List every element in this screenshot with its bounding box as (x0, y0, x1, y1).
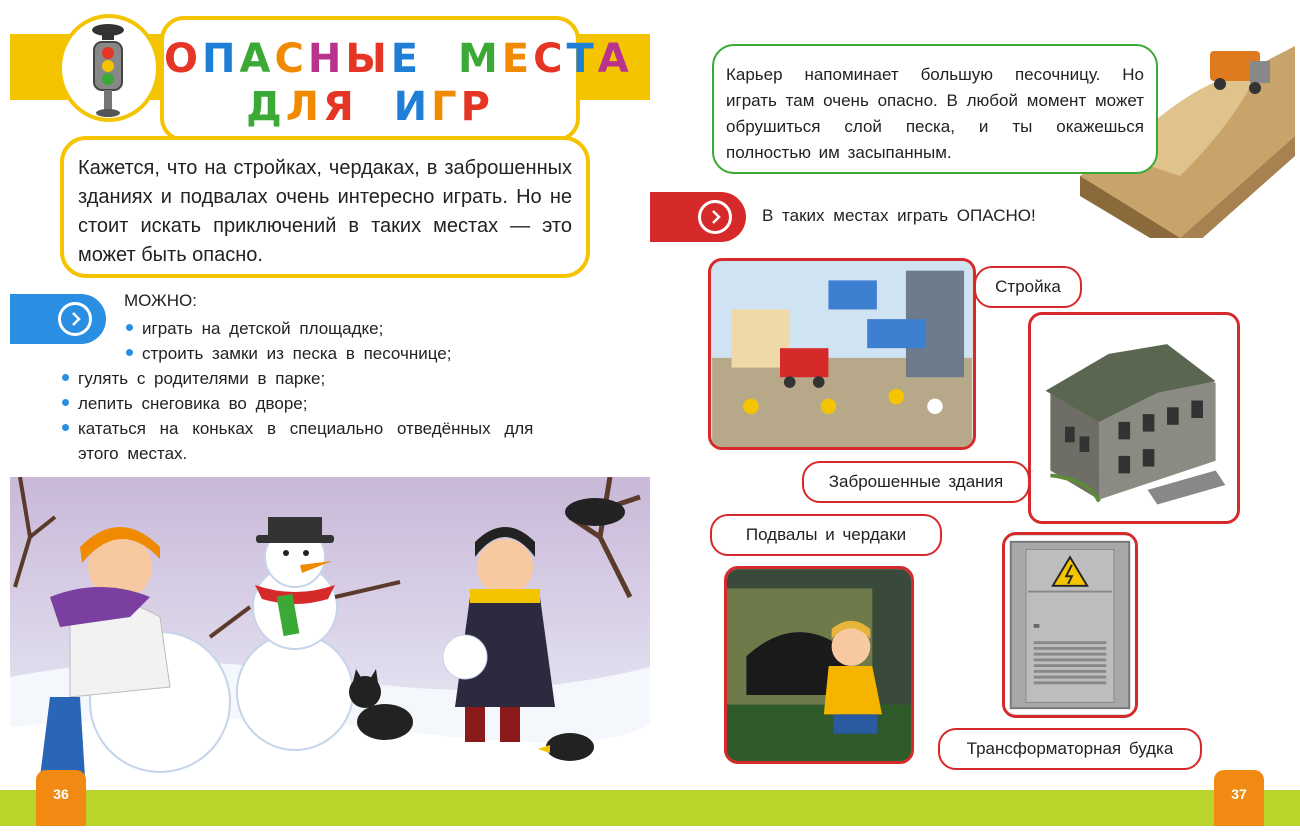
intro-box (60, 136, 590, 278)
transformer-box-illustration (1002, 532, 1138, 718)
bullet-icon (126, 324, 133, 331)
basement-boy-illustration (724, 566, 914, 764)
bullet-icon (62, 399, 69, 406)
page-number-right: 37 (1214, 770, 1264, 826)
page-footer-band (0, 790, 1300, 826)
chevron-right-icon (698, 200, 732, 234)
abandoned-building-illustration (1028, 312, 1240, 524)
bullet-icon (62, 424, 69, 431)
allowed-badge (10, 294, 106, 344)
label-basements: Подвалы и чердаки (710, 514, 942, 556)
chevron-right-icon (58, 302, 92, 336)
title-box (160, 16, 633, 142)
intro-text: Кажется, что на стройках, чердаках, в заброшенных зданиях и подвалах очень интересно играть. Но не стоит искать приключений в таких местах — это может быть опасно. (78, 157, 572, 266)
allowed-title: МОЖНО: (124, 291, 197, 310)
list-item-continuation: этого местах. (78, 444, 188, 463)
list-item: кататься на коньках в специально отведённых для (62, 416, 592, 441)
list-item: лепить снеговика во дворе; (62, 391, 307, 416)
label-transformer: Трансформаторная будка (938, 728, 1202, 770)
winter-snowman-illustration (10, 477, 650, 791)
bullet-icon (62, 374, 69, 381)
page-number-left: 36 (36, 770, 86, 826)
page-title-line-2: ДЛЯ ИГР (246, 84, 494, 130)
page-title-line-1: ОПАСНЫЕ МЕСТА (164, 36, 633, 82)
traffic-light-icon (88, 22, 128, 118)
construction-site-illustration (708, 258, 976, 450)
danger-badge (650, 192, 746, 242)
danger-statement: В таких местах играть ОПАСНО! (762, 206, 1036, 225)
label-abandoned: Заброшенные здания (802, 461, 1030, 503)
list-item: строить замки из песка в песочнице; (126, 341, 451, 366)
label-construction: Стройка (974, 266, 1082, 308)
quarry-text-box (712, 44, 1158, 174)
list-item: играть на детской площадке; (126, 316, 383, 341)
bullet-icon (126, 349, 133, 356)
list-item: гулять с родителями в парке; (62, 366, 325, 391)
quarry-text: Карьер напоминает большую песочницу. Но играть там очень опасно. В любой момент может обрушиться слой песка, и ты окажешься полностью им засыпанным. (726, 65, 1144, 162)
